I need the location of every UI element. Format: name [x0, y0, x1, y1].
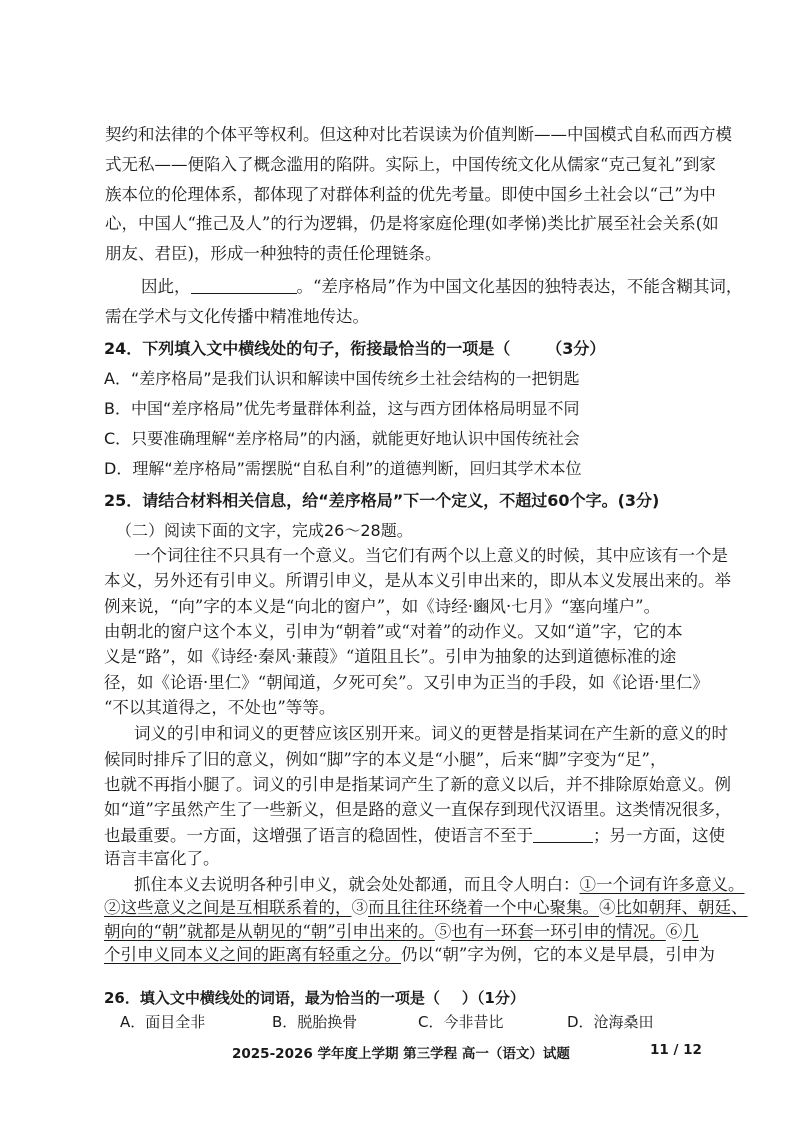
- q26-option-c[interactable]: C．今非昔比: [418, 1013, 504, 1031]
- para2-line5-post: ；另一方面，这使: [593, 825, 725, 845]
- q24-stem-text: 24．下列填入文中横线处的句子，衔接最恰当的一项是（: [104, 339, 511, 358]
- q26-stem: [104, 987, 525, 1009]
- para1-line: 径，如《论语·里仁》“朝闻道，夕死可矣”。又引申为正当的手段，如《论语·里仁》: [104, 672, 709, 692]
- underlined-sentence-3: 而且往往环绕着一个中心聚集。: [368, 898, 599, 918]
- underlined-sentence-6a: 几: [682, 921, 699, 941]
- para2-line: 也就不再指小腿了。词义的引申是指某词产生了新的意义以后，并不排除原始意义。例: [104, 774, 731, 794]
- q24-option-b[interactable]: B．中国“差序格局”优先考量群体利益，这与西方团体格局明显不同: [104, 399, 580, 418]
- sentence-number-5: ⑤: [434, 921, 452, 941]
- q26-stem-post: ）（1分）: [461, 989, 525, 1007]
- passage1-line: 族本位的伦理体系，都体现了对群体利益的优先考量。即使中国乡土社会以“己”为中: [105, 185, 716, 204]
- passage1-line: 契约和法律的个体平等权利。但这种对比若误读为价值判断——中国模式自私而西方模: [105, 125, 732, 144]
- footer-title: 2025-2026 学年度上学期 第三学程 高一（语文）试题: [232, 1046, 570, 1062]
- passage1-line: 朋友、君臣)，形成一种独特的责任伦理链条。: [105, 244, 442, 263]
- section2-heading: （二）阅读下面的文字，完成26～28题。: [116, 521, 413, 540]
- passage1-line: 式无私——便陷入了概念滥用的陷阱。实际上，中国传统文化从儒家“克己复礼”到家: [105, 155, 716, 174]
- q25-stem: 25．请结合材料相关信息，给“差序格局”下一个定义，不超过60个字。(3分): [104, 491, 660, 510]
- sentence-1-text: 一个词有许多意义。: [596, 874, 745, 894]
- para2-line: 词义的引申和词义的更替应该区别开来。词义的更替是指某词在产生新的意义的时: [134, 724, 728, 744]
- para1-line: 由朝北的窗户这个本义，引申为“朝着”或“对着”的动作义。又如“道”字，它的本: [104, 622, 683, 642]
- q26-option-a[interactable]: A．面目全非: [120, 1013, 206, 1031]
- q26-stem-pre: 26．填入文中横线处的词语，最为恰当的一项是（: [104, 989, 440, 1007]
- sentence-number-2: ②: [104, 898, 121, 918]
- q26-option-b[interactable]: B．脱胎换骨: [272, 1013, 358, 1031]
- para1-line: 义是“路”，如《诗经·秦风·蒹葭》“道阻且长”。引申为抽象的达到道德标准的途: [104, 647, 677, 667]
- q24-option-c[interactable]: C．只要准确理解“差序格局”的内涵，就能更好地认识中国传统社会: [104, 429, 580, 448]
- q26-option-d[interactable]: D．沧海桑田: [567, 1013, 654, 1031]
- sentence-number-3: ③: [351, 898, 368, 918]
- para1-line: “不以其道得之，不处也”等等。: [104, 698, 336, 718]
- para2-line: 候同时排斥了旧的意义，例如“脚”字的本义是“小腿”，后来“脚”字变为“足”，: [104, 749, 667, 769]
- para2-line5-pre: 也最重要。一方面，这增强了语言的稳固性，使语言不至于: [104, 825, 533, 845]
- underlined-sentence-5: 也有一环套一环引申的情况。: [451, 921, 666, 941]
- q24-score: （3分）: [546, 339, 606, 358]
- para3-text: 抓住本义去说明各种引申义，就会处处都通，而且令人明白：: [134, 874, 580, 894]
- underlined-sentence-6b: 个引申义同本义之间的距离有轻重之分。: [104, 945, 401, 965]
- para1-line: 例来说，“向”字的本义是“向北的窗户”，如《诗经·豳风·七月》“塞向墐户”。: [104, 596, 661, 616]
- conclusion-post: 。“差序格局”作为中国文化基因的独特表达，不能含糊其词，: [296, 277, 743, 296]
- para3-text: 仍以“朝”字为例，它的本义是早晨，引申为: [401, 945, 715, 965]
- underlined-sentence-4b: 朝向的“朝”就都是从朝见的“朝”引申出来的。: [104, 921, 435, 941]
- para1-line: 本义，另外还有引申义。所谓引申义，是从本义引申出来的，即从本义发展出来的。举: [104, 571, 731, 591]
- para2-line6: 语言丰富化了。: [104, 849, 220, 869]
- q24-option-a[interactable]: A．“差序格局”是我们认识和解读中国传统乡土社会结构的一把钥匙: [104, 369, 580, 388]
- sentence-2-text: 这些意义之间是互相联系着的，: [120, 898, 352, 918]
- conclusion-pre: 因此，: [141, 277, 191, 296]
- passage1-line: 心，中国人“推己及人”的行为逻辑，仍是将家庭伦理(如孝悌)类比扩展至社会关系(如: [105, 214, 719, 233]
- sentence-number-1: ①: [579, 874, 596, 894]
- sentence-number-6: ⑥: [665, 921, 683, 941]
- footer-page-number: 11 / 12: [650, 1042, 702, 1058]
- conclusion-line2: 需在学术与文化传播中精准地传达。: [105, 307, 369, 326]
- sentence-number-4: ④: [599, 898, 616, 918]
- para2-line: 如“道”字虽然产生了一些新义，但是路的意义一直保存到现代汉语里。这类情况很多，: [104, 800, 732, 820]
- underlined-sentence-4a: 比如朝拜、朝廷、: [615, 898, 748, 918]
- q24-option-d[interactable]: D．理解“差序格局”需摆脱“自私自利”的道德判断，回归其学术本位: [104, 459, 582, 478]
- para1-line: 一个词往往不只具有一个意义。当它们有两个以上意义的时候，其中应该有一个是: [134, 546, 728, 565]
